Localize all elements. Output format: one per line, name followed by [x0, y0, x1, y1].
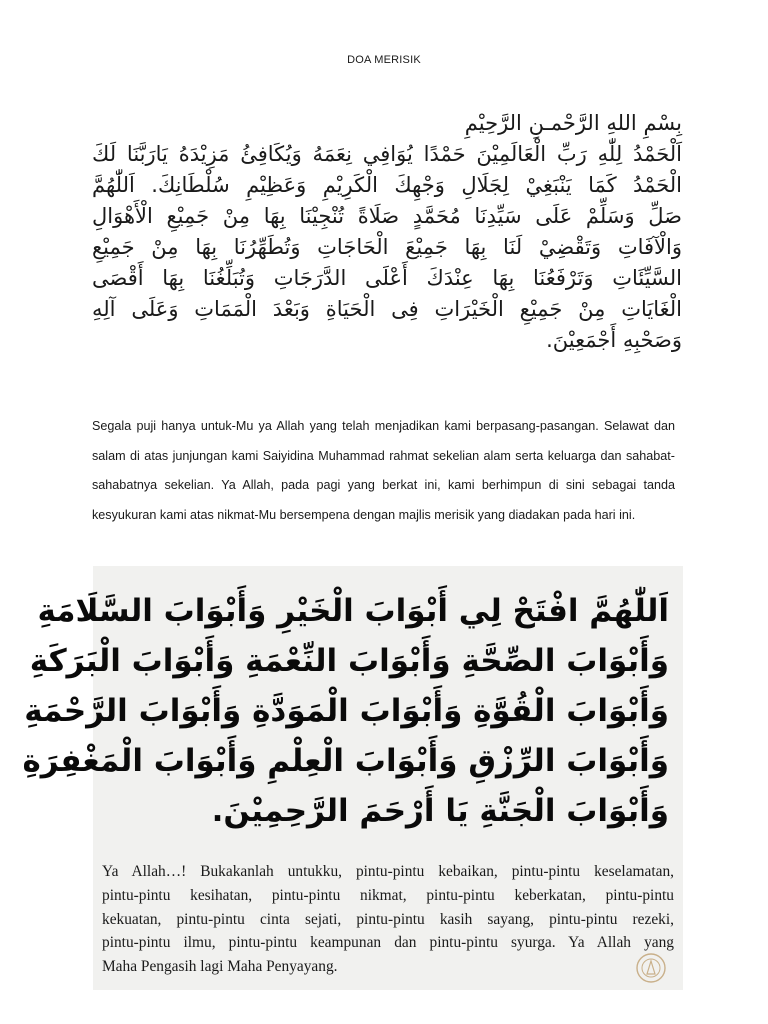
seal-outer-ring — [637, 954, 665, 982]
arabic-prayer-line: الْحَمْدُ كَمَا يَنْبَغِيْ لِجَلَالِ وَجْهِكَ الْكَرِيْمِ وَعَظِيْمِ سُلْطَانِكَ. اَللّٰهُمَّ — [92, 173, 682, 197]
arabic-prayer-line: وَالْآفَاتِ وَتَقْضِيْ لَنَا بِهَا جَمِيْعَ الْحَاجَاتِ وَتُطَهِّرُنَا بِهَا مِنْ جَمِيْعِ — [92, 235, 682, 259]
arabic-prayer-line: صَلِّ وَسَلِّمْ عَلَى سَيِّدِنَا مُحَمَّدٍ صَلَاةً تُنْجِيْنَا بِهَا مِنْ جَمِيْعِ الْأَهْوَالِ — [92, 204, 682, 228]
doa-arabic-text — [22, 586, 669, 836]
seal-figure — [647, 961, 655, 974]
malay-translation-paragraph: Segala puji hanya untuk-Mu ya Allah yang telah menjadikan kami berpasang-pasangan. Selawat dan salam di atas junjungan kami Saiyidina Muhammad rahmat sekelian alam serta keluarga dan sahabat-sahabatnya sekelian. Ya Allah, pada pagi yang berkat ini, kami berhimpun di sini sebagai tanda kesyukuran kami atas nikmat-Mu bersempena dengan majlis merisik yang diadakan pada hari ini. — [92, 419, 675, 522]
doa-malay-line: Maha Pengasih lagi Maha Penyayang. — [102, 958, 338, 976]
doa-malay-line: Ya Allah…! Bukakanlah untukku, pintu-pintu kebaikan, pintu-pintu keselamatan, — [102, 863, 674, 880]
doa-arabic-line: وَأَبْوَابَ الْقُوَّةِ وَأَبْوَابَ الْمَوَدَّةِ وَأَبْوَابَ الرَّحْمَةِ — [24, 693, 669, 729]
arabic-prayer-line: اَلْحَمْدُ لِلّٰهِ رَبِّ الْعَالَمِيْنَ حَمْدًا يُوَافِي نِعَمَهُ وَيُكَافِئُ مَزِيْدَهُ يَارَبَّنَا لَكَ — [92, 142, 682, 166]
doa-image-panel — [22, 566, 683, 990]
doa-malay-line: pintu-pintu ilmu, pintu-pintu keampunan dan pintu-pintu syurga. Ya Allah yang — [102, 934, 674, 952]
seal-emblem-icon — [635, 952, 667, 984]
doa-arabic-line: وَأَبْوَابَ الصِّحَّةِ وَأَبْوَابَ النِّعْمَةِ وَأَبْوَابَ الْبَرَكَةِ — [29, 643, 669, 679]
doa-arabic-line: وَأَبْوَابَ الْجَنَّةِ يَا أَرْحَمَ الرَّحِمِيْنَ. — [211, 793, 669, 829]
doa-malay-line: pintu-pintu kesihatan, pintu-pintu nikmat, pintu-pintu keberkatan, pintu-pintu — [102, 886, 674, 904]
document-title: DOA MERISIK — [347, 54, 421, 66]
arabic-prayer — [92, 108, 682, 356]
doa-malay-line: kekuatan, pintu-pintu cinta sejati, pintu-pintu kasih sayang, pintu-pintu rezeki, — [102, 910, 674, 928]
doa-arabic-line: وَأَبْوَابَ الرِّزْقِ وَأَبْوَابَ الْعِلْمِ وَأَبْوَابَ الْمَغْفِرَةِ — [22, 743, 669, 779]
arabic-prayer-line: السَّيِّئَاتِ وَتَرْفَعُنَا بِهَا عِنْدَكَ أَعْلَى الدَّرَجَاتِ وَتُبَلِّغُنَا بِهَا أَقْصَى — [92, 266, 682, 290]
arabic-basmala-line: بِسْمِ اللهِ الرَّحْمـنِ الرَّحِيْمِ — [464, 111, 682, 135]
arabic-prayer-line: وَصَحْبِهِ أَجْمَعِيْنَ. — [546, 328, 682, 352]
doa-malay-translation — [102, 860, 674, 979]
arabic-prayer-line: الْغَايَاتِ مِنْ جَمِيْعِ الْخَيْرَاتِ فِى الْحَيَاةِ وَبَعْدَ الْمَمَاتِ وَعَلَى آلِهِ — [92, 297, 682, 321]
doa-arabic-line: اَللّٰهُمَّ افْتَحْ لِي أَبْوَابَ الْخَيْرِ وَأَبْوَابَ السَّلَامَةِ — [37, 593, 669, 629]
